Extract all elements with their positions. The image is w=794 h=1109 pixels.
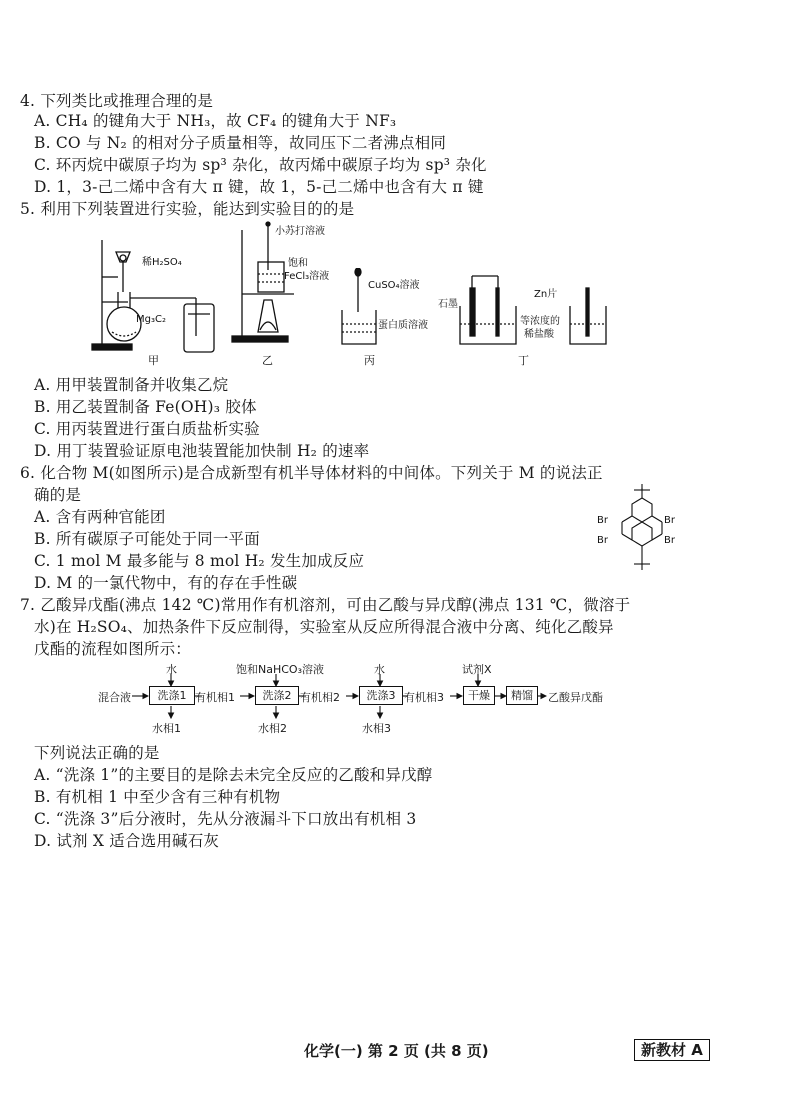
br-top-right: Br (664, 515, 675, 526)
flow-distill-box: 精馏 (506, 686, 538, 705)
q4-option-d: D. 1，3-己二烯中含有大 π 键，故 1，5-己二烯中也含有大 π 键 (34, 178, 484, 196)
q4-option-c: C. 环丙烷中碳原子均为 sp³ 杂化，故丙烯中碳原子均为 sp³ 杂化 (34, 156, 487, 174)
caption-jia: 甲 (148, 354, 159, 367)
q7-stem-line1: 7. 乙酸异戊酯(沸点 142 ℃)常用作有机溶剂，可由乙酸与异戊醇(沸点 131 ℃，微溶于 (20, 596, 631, 614)
q7-option-a: A. “洗涤 1”的主要目的是除去未完全反应的乙酸和异戊醇 (34, 766, 433, 784)
br-bottom-left: Br (597, 535, 608, 546)
flow-output-water3: 水相3 (362, 722, 391, 735)
q7-option-c: C. “洗涤 3”后分液时，先从分液漏斗下口放出有机相 3 (34, 810, 417, 828)
flow-input-reagent: 试剂X (462, 663, 492, 676)
flow-wash2-box: 洗涤2 (255, 686, 299, 705)
bing-reagent-label: CuSO₄溶液 (368, 280, 420, 291)
jia-solid-label: Mg₃C₂ (136, 314, 166, 325)
q4-option-b: B. CO 与 N₂ 的相对分子质量相等，故同压下二者沸点相同 (34, 134, 447, 152)
q5-option-b: B. 用乙装置制备 Fe(OH)₃ 胶体 (34, 398, 257, 416)
br-top-left: Br (597, 515, 608, 526)
ding-acid-label-1: 等浓度的 (520, 316, 560, 327)
yi-top-label: 小苏打溶液 (275, 226, 325, 237)
flow-dry-box: 干燥 (463, 686, 495, 705)
q7-prompt: 下列说法正确的是 (34, 744, 160, 762)
caption-yi: 乙 (262, 354, 273, 367)
flow-organic1: 有机相1 (195, 691, 235, 704)
q4-option-a: A. CH₄ 的键角大于 NH₃，故 CF₄ 的键角大于 NF₃ (34, 112, 397, 130)
q6-option-a: A. 含有两种官能团 (34, 508, 166, 526)
flow-start: 混合液 (98, 691, 131, 704)
ding-acid-label-2: 稀盐酸 (524, 329, 554, 340)
molecule-m-structure (612, 484, 672, 576)
edition-badge: 新教材 A (634, 1039, 710, 1061)
flow-product: 乙酸异戊酯 (548, 691, 603, 704)
yi-fecl3-label: FeCl₃溶液 (284, 271, 330, 282)
q7-stem-line2: 水)在 H₂SO₄、加热条件下反应制得，实验室从反应所得混合液中分离、纯化乙酸异 (34, 618, 614, 636)
bing-protein-label: 蛋白质溶液 (378, 320, 428, 331)
q6-option-b: B. 所有碳原子可能处于同一平面 (34, 530, 260, 548)
q5-option-d: D. 用丁装置验证原电池装置能加快制 H₂ 的速率 (34, 442, 370, 460)
q7-stem-line3: 戊酯的流程如图所示： (34, 640, 192, 658)
flow-wash3-box: 洗涤3 (359, 686, 403, 705)
yi-saturated-label: 饱和 (288, 258, 308, 269)
q6-option-c: C. 1 mol M 最多能与 8 mol H₂ 发生加成反应 (34, 552, 365, 570)
q5-option-c: C. 用丙装置进行蛋白质盐析实验 (34, 420, 260, 438)
caption-ding: 丁 (518, 354, 529, 367)
caption-bing: 丙 (364, 354, 375, 367)
apparatus-yi (228, 218, 338, 358)
flow-organic2: 有机相2 (300, 691, 340, 704)
br-bottom-right: Br (664, 535, 675, 546)
flow-output-water1: 水相1 (152, 722, 181, 735)
q6-stem-line2: 确的是 (34, 486, 82, 504)
flow-organic3: 有机相3 (404, 691, 444, 704)
ding-zinc-label: Zn片 (534, 289, 558, 300)
flow-output-water2: 水相2 (258, 722, 287, 735)
page-footer: 化学(一) 第 2 页 (共 8 页) (304, 1042, 489, 1060)
flow-input-water1: 水 (166, 663, 177, 676)
q6-stem-line1: 6. 化合物 M(如图所示)是合成新型有机半导体材料的中间体。下列关于 M 的说法正 (20, 464, 603, 482)
apparatus-jia (88, 232, 228, 357)
ding-graphite-label: 石墨 (438, 299, 458, 310)
q4-stem: 4. 下列类比或推理合理的是 (20, 92, 214, 110)
q7-option-d: D. 试剂 X 适合选用碱石灰 (34, 832, 220, 850)
q7-option-b: B. 有机相 1 中至少含有三种有机物 (34, 788, 281, 806)
flow-input-nahco3: 饱和NaHCO₃溶液 (236, 663, 324, 676)
q5-option-a: A. 用甲装置制备并收集乙烷 (34, 376, 229, 394)
q6-option-d: D. M 的一氯代物中，有的存在手性碳 (34, 574, 298, 592)
flow-input-water3: 水 (374, 663, 385, 676)
q5-stem: 5. 利用下列装置进行实验，能达到实验目的的是 (20, 200, 355, 218)
flow-wash1-box: 洗涤1 (149, 686, 195, 705)
jia-reagent-label: 稀H₂SO₄ (142, 257, 182, 268)
